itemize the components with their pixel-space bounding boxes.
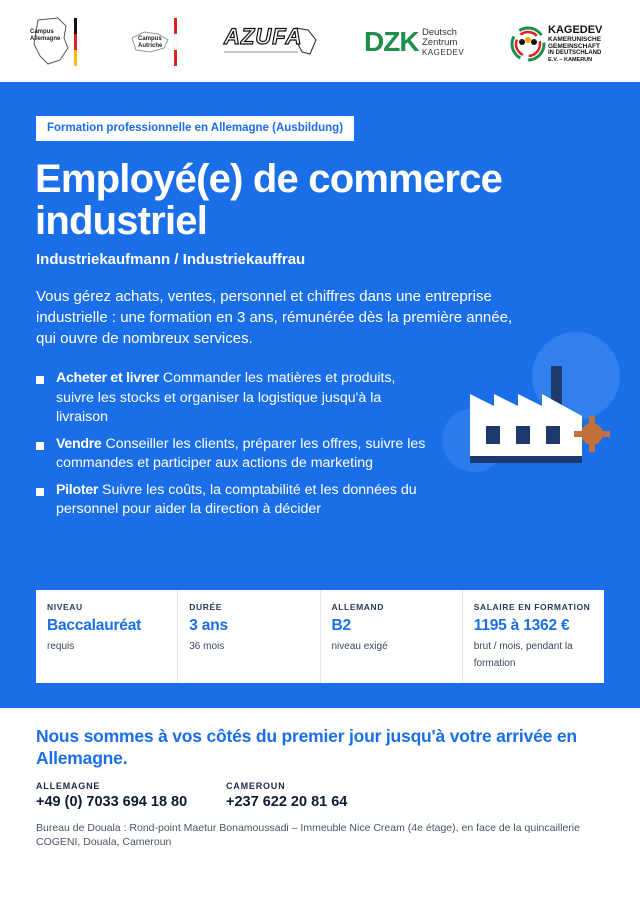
dzk-logo-line1: Deutsch xyxy=(422,27,457,38)
kagedev-logo-line2: GEMEINSCHAFT xyxy=(548,43,600,50)
kagedev-logo xyxy=(510,14,614,70)
kagedev-logo-line4: E.V. – KAMERUN xyxy=(548,57,593,63)
campus-autriche-logo-text: Campus Autriche xyxy=(138,36,163,49)
kagedev-logo-title: KAGEDEV xyxy=(548,24,603,36)
kagedev-logo-line3: IN DEUTSCHLAND xyxy=(548,50,602,56)
bullet-title: Acheter et livrer xyxy=(56,370,159,386)
card-value: 1195 à 1362 € xyxy=(473,617,570,634)
dzk-logo-line3: KAGEDEV xyxy=(422,48,465,57)
card-note: 36 mois xyxy=(189,641,225,652)
dzk-logo-mark: DZK xyxy=(364,26,419,57)
kagedev-logo-line1: KAMERUNISCHE xyxy=(548,36,602,43)
card-value: 3 ans xyxy=(189,617,228,634)
info-card-allemand xyxy=(321,590,463,683)
bullet-square-icon xyxy=(36,488,44,496)
bullet-text: Commander les matières et produits, suivre les stocks et organiser la logistique jusqu'à la livraison xyxy=(56,370,396,425)
azufa-logo-text: AZUFA xyxy=(224,24,303,49)
contact-label: ALLEMAGNE xyxy=(36,781,101,791)
campus-allemagne-logo xyxy=(28,14,84,70)
bullet-text: Suivre les coûts, la comptabilité et les données du personnel pour aider la direction à décider xyxy=(56,481,417,517)
page-title: Employé(e) de commerce industriel xyxy=(35,157,503,243)
bullet-text: Conseiller les clients, préparer les offres, suivre les commandes et participer aux actions de marketing xyxy=(56,435,426,471)
hero-section xyxy=(0,82,640,708)
card-label: ALLEMAND xyxy=(331,602,384,612)
card-label: DURÉE xyxy=(189,602,223,612)
contact-germany xyxy=(36,781,187,810)
info-cards xyxy=(36,590,604,683)
azufa-logo xyxy=(222,14,322,70)
campus-autriche-logo xyxy=(128,14,180,70)
bullet-square-icon xyxy=(36,376,44,384)
card-label: NIVEAU xyxy=(47,602,83,612)
bullet-title: Piloter xyxy=(56,481,99,498)
card-label: SALAIRE EN FORMATION xyxy=(473,602,591,612)
logo-bar xyxy=(0,0,640,82)
campus-allemagne-logo-text: Campus Allemagne xyxy=(30,29,61,42)
card-value: Baccalauréat xyxy=(47,617,142,634)
contact-section xyxy=(0,708,640,905)
bullet-list xyxy=(36,369,426,527)
bullet-item xyxy=(36,435,426,474)
info-card-duree xyxy=(178,590,320,683)
card-value: B2 xyxy=(331,617,351,634)
bullet-title: Vendre xyxy=(56,435,102,452)
phone-number-germany[interactable]: +49 (0) 7033 694 18 80 xyxy=(36,794,188,810)
bullet-item xyxy=(36,369,426,428)
office-address: Bureau de Douala : Rond-point Maetur Bonamoussadi – Immeuble Nice Cream (4e étage), en face de la quincaillerie COGENI, Douala, Cameroun xyxy=(36,822,580,848)
dzk-logo xyxy=(364,14,468,70)
info-card-niveau xyxy=(36,590,178,683)
contact-label: CAMEROUN xyxy=(226,781,286,791)
card-note: niveau exigé xyxy=(331,641,388,652)
card-note: brut / mois, pendant la formation xyxy=(473,641,573,669)
phone-number-cameroon[interactable]: +237 622 20 81 64 xyxy=(226,794,348,810)
tagline: Nous sommes à vos côtés du premier jour jusqu'à votre arrivée en Allemagne. xyxy=(36,726,577,768)
card-note: requis xyxy=(47,641,75,652)
intro-paragraph: Vous gérez achats, ventes, personnel et chiffres dans une entreprise industrielle : une formation en 3 ans, rémunérée dès la première année, qui ouvre de nombreux services. xyxy=(36,288,513,347)
bullet-square-icon xyxy=(36,442,44,450)
contact-cameroon xyxy=(226,781,347,810)
info-card-salaire xyxy=(463,590,604,683)
category-pill: Formation professionnelle en Allemagne (Ausbildung) xyxy=(36,116,354,141)
page-subtitle: Industriekaufmann / Industriekauffrau xyxy=(36,251,306,268)
bullet-item xyxy=(36,481,426,520)
dzk-logo-line2: Zentrum xyxy=(422,37,458,48)
factory-icon xyxy=(436,328,626,478)
